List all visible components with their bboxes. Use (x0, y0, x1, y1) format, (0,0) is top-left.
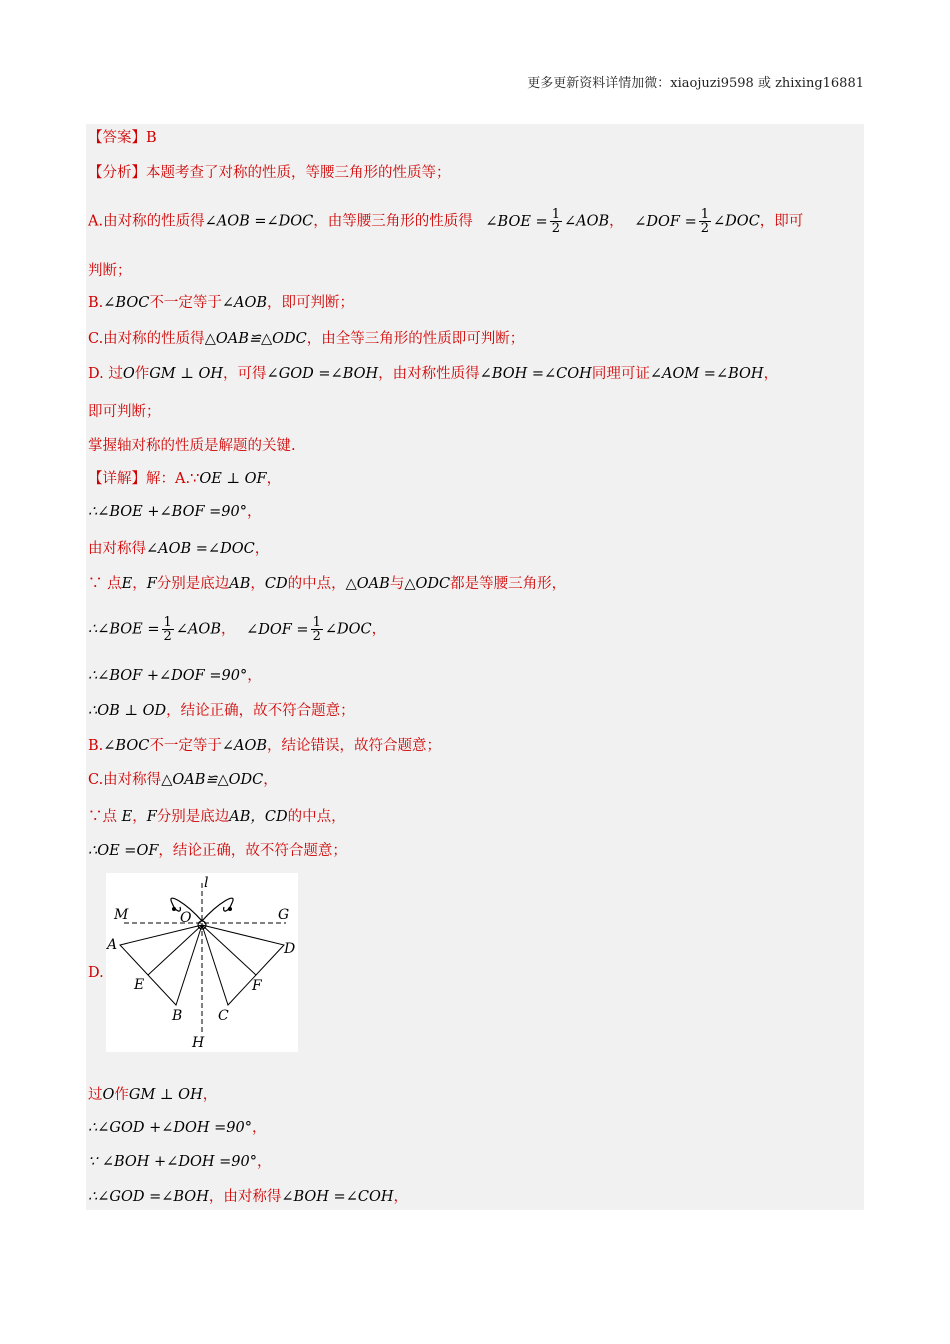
detail-l9-math: △OAB≌△ODC (161, 772, 264, 788)
analysis-b-prefix: B. (88, 295, 104, 311)
detail-l10-c: 分别是底边 (156, 809, 230, 825)
analysis-d-zuo: 作 (134, 366, 150, 382)
fraction-den: 2 (312, 629, 321, 644)
detail-l4-f: F (146, 576, 157, 592)
detail-l16-m2: ∠BOH =∠COH (281, 1189, 394, 1205)
analysis-b-line (88, 293, 354, 313)
detail-l10-e: E (121, 809, 133, 825)
detail-l7 (88, 701, 355, 721)
analysis-b-mid: 不一定等于 (149, 295, 222, 311)
detail-l15-math: ∵ ∠BOH +∠DOH =90° (88, 1154, 257, 1170)
analysis-tag: 【分析】 (88, 165, 146, 181)
fraction-den: 2 (700, 221, 710, 236)
analysis-d-m2: ∠GOD =∠BOH (266, 366, 379, 382)
detail-l10-b: ， (132, 809, 147, 825)
detail-l7-math: ∴OB ⊥ OD (88, 703, 167, 719)
detail-l8 (88, 736, 441, 756)
analysis-a-line (88, 208, 803, 235)
analysis-intro-line (88, 163, 451, 183)
detail-l3 (88, 539, 269, 559)
label-c: C (218, 1008, 229, 1024)
detail-l16-math: ∴∠GOD =∠BOH (88, 1189, 209, 1205)
detail-l4-e: E (121, 576, 133, 592)
detail-l8-prefix: B. (88, 738, 104, 754)
fraction-half (699, 208, 711, 235)
label-g: G (278, 907, 290, 923)
detail-l9-prefix: C.由对称得 (88, 772, 162, 788)
analysis-intro: 本题考查了对称的性质，等腰三角形的性质等； (146, 165, 451, 181)
detail-l3-tail: ， (254, 541, 270, 557)
detail-l8-m2: ∠AOB (221, 738, 267, 754)
detail-l13-b: 作 (114, 1087, 129, 1103)
detail-l5-tail: ， (371, 621, 387, 638)
detail-l4-b: ， (132, 576, 147, 592)
label-m: M (114, 907, 129, 923)
detail-l4-t1: △OAB (345, 576, 390, 592)
label-d: D (284, 941, 296, 957)
detail-l4-e2: 的中点， (287, 576, 346, 592)
detail-l13 (88, 1085, 217, 1105)
dot-right (228, 907, 232, 911)
analysis-a-tail: ，即可 (759, 213, 804, 230)
detail-l16-mid: ，由对称得 (208, 1189, 282, 1205)
header-promo: 更多更新资料详情加微：xiaojuzi9598 或 zhixing16881 (527, 76, 864, 91)
detail-l1-tail: ， (266, 471, 282, 487)
analysis-a-m2a: ∠BOE = (485, 213, 548, 230)
detail-l5-a: ∴∠BOE = (88, 621, 160, 638)
detail-l1-prefix: 解：A.∵ (146, 471, 200, 487)
analysis-d-t1: ，可得 (223, 366, 267, 382)
dot-left (172, 907, 176, 911)
detail-l10-f: F (146, 809, 157, 825)
analysis-d-prefix: D. 过 (88, 366, 123, 382)
label-a: A (107, 937, 118, 953)
detail-l6-math: ∴∠BOF +∠DOF =90° (88, 668, 248, 684)
detail-l11-math: ∴OE =OF (88, 843, 159, 859)
detail-l8-mid: 不一定等于 (149, 738, 222, 754)
detail-l3-math: ∠AOB =∠DOC (146, 541, 255, 557)
detail-l4-c: 分别是底边 (156, 576, 230, 592)
analysis-a-mid: ，由等腰三角形的性质得 (313, 213, 473, 230)
label-e: E (134, 977, 145, 993)
detail-l14 (88, 1118, 267, 1138)
detail-l6-tail: ， (247, 668, 262, 684)
detail-l5-d: ∠DOC (324, 621, 372, 638)
detail-l2-tail: ， (247, 504, 262, 520)
analysis-d-m3: ∠BOH =∠COH (479, 366, 592, 382)
detail-l4-yu: 与 (389, 576, 405, 592)
label-o: O (180, 910, 192, 926)
fraction-num: 1 (163, 615, 172, 630)
analysis-a-math1: ∠AOB =∠DOC (204, 213, 314, 230)
detail-l10 (88, 807, 346, 827)
detail-l4-t2: △ODC (404, 576, 451, 592)
detail-l10-m: AB，CD (229, 809, 288, 825)
detail-l4 (88, 574, 566, 594)
detail-l11-tail: ，结论正确，故不符合题意； (158, 843, 347, 859)
detail-l2 (88, 502, 262, 522)
analysis-key: 掌握轴对称的性质是解题的关键. (88, 438, 296, 454)
detail-l2-math: ∴∠BOE +∠BOF =90° (88, 504, 248, 520)
detail-l1 (88, 469, 281, 489)
analysis-a-m3a: ∠DOF = (634, 213, 697, 230)
fraction-half (311, 616, 323, 643)
answer-tag: 【答案】 (88, 130, 146, 146)
geometry-svg (106, 873, 298, 1052)
detail-l4-cd: CD (264, 576, 288, 592)
analysis-b-m2: ∠AOB (221, 295, 267, 311)
analysis-c-m1: △OAB≌△ODC (204, 331, 307, 347)
detail-l3-prefix: 由对称得 (88, 541, 146, 557)
detail-l15-tail: ， (256, 1154, 272, 1170)
detail-l13-o: O (102, 1087, 115, 1103)
answer-value: B (146, 130, 157, 146)
fraction-den: 2 (551, 221, 560, 236)
analysis-a-m2b: ∠AOB (563, 213, 610, 230)
detail-l10-a: ∵点 (88, 809, 122, 825)
label-b: B (172, 1008, 183, 1024)
detail-l4-ab: AB (229, 576, 251, 592)
detail-l10-d: 的中点， (287, 809, 346, 825)
detail-l8-tail: ，结论错误，故符合题意； (267, 738, 441, 754)
fraction-num: 1 (551, 207, 560, 222)
detail-l5 (88, 616, 386, 643)
detail-tag: 【详解】 (88, 471, 146, 487)
detail-l16 (88, 1187, 408, 1207)
label-h: H (192, 1035, 205, 1051)
detail-l7-tail: ，结论正确，故不符合题意； (166, 703, 355, 719)
detail-l4-d: ， (250, 576, 265, 592)
analysis-c-line (88, 329, 524, 349)
fraction-num: 1 (312, 615, 321, 630)
detail-l9-tail: ， (263, 772, 278, 788)
analysis-d-line (88, 364, 778, 384)
detail-l15 (88, 1152, 271, 1172)
analysis-d-m4: ∠AOM =∠BOH (649, 366, 764, 382)
detail-l14-math: ∴∠GOD +∠DOH =90° (88, 1120, 252, 1136)
label-f: F (252, 978, 262, 994)
detail-l14-tail: ， (252, 1120, 267, 1136)
analysis-a-sep: ， (609, 213, 624, 230)
detail-l13-tail: ， (202, 1087, 218, 1103)
detail-l16-tail: ， (393, 1189, 408, 1205)
detail-l4-a: ∵ 点 (88, 576, 122, 592)
fraction-half (162, 616, 174, 643)
analysis-d-t3: 同理可证 (591, 366, 650, 382)
detail-l1-math: OE ⊥ OF (199, 471, 267, 487)
detail-l13-a: 过 (88, 1087, 103, 1103)
analysis-b-tail: ，即可判断； (267, 295, 354, 311)
detail-l5-sep: ， (220, 621, 236, 638)
geometry-figure (106, 873, 298, 1052)
detail-l12: D. (88, 965, 104, 981)
analysis-b-m1: ∠BOC (103, 295, 150, 311)
detail-l8-m1: ∠BOC (103, 738, 150, 754)
solution-panel (86, 124, 864, 1210)
analysis-d-m1: GM ⊥ OH (149, 366, 224, 382)
detail-l4-end: 都是等腰三角形， (450, 576, 567, 592)
detail-l13-math: GM ⊥ OH (128, 1087, 203, 1103)
analysis-d-t2: ，由对称性质得 (378, 366, 480, 382)
analysis-d-cont: 即可判断； (88, 404, 161, 420)
analysis-c-tail: ，由全等三角形的性质即可判断； (306, 331, 525, 347)
detail-l11 (88, 841, 347, 861)
fraction-num: 1 (700, 207, 710, 222)
fraction-den: 2 (163, 629, 172, 644)
analysis-a-m3b: ∠DOC (713, 213, 760, 230)
detail-l6 (88, 666, 262, 686)
answer-line (88, 128, 157, 148)
analysis-a-prefix: A.由对称的性质得 (88, 213, 205, 230)
analysis-d-t4: ， (763, 366, 779, 382)
analysis-a-cont: 判断； (88, 263, 132, 279)
detail-l5-b: ∠AOB (175, 621, 221, 638)
detail-l9 (88, 770, 278, 790)
analysis-d-o: O (122, 366, 135, 382)
detail-l5-c: ∠DOF = (246, 621, 309, 638)
fraction-half (550, 208, 562, 235)
label-l: l (204, 875, 209, 891)
analysis-c-prefix: C.由对称的性质得 (88, 331, 205, 347)
